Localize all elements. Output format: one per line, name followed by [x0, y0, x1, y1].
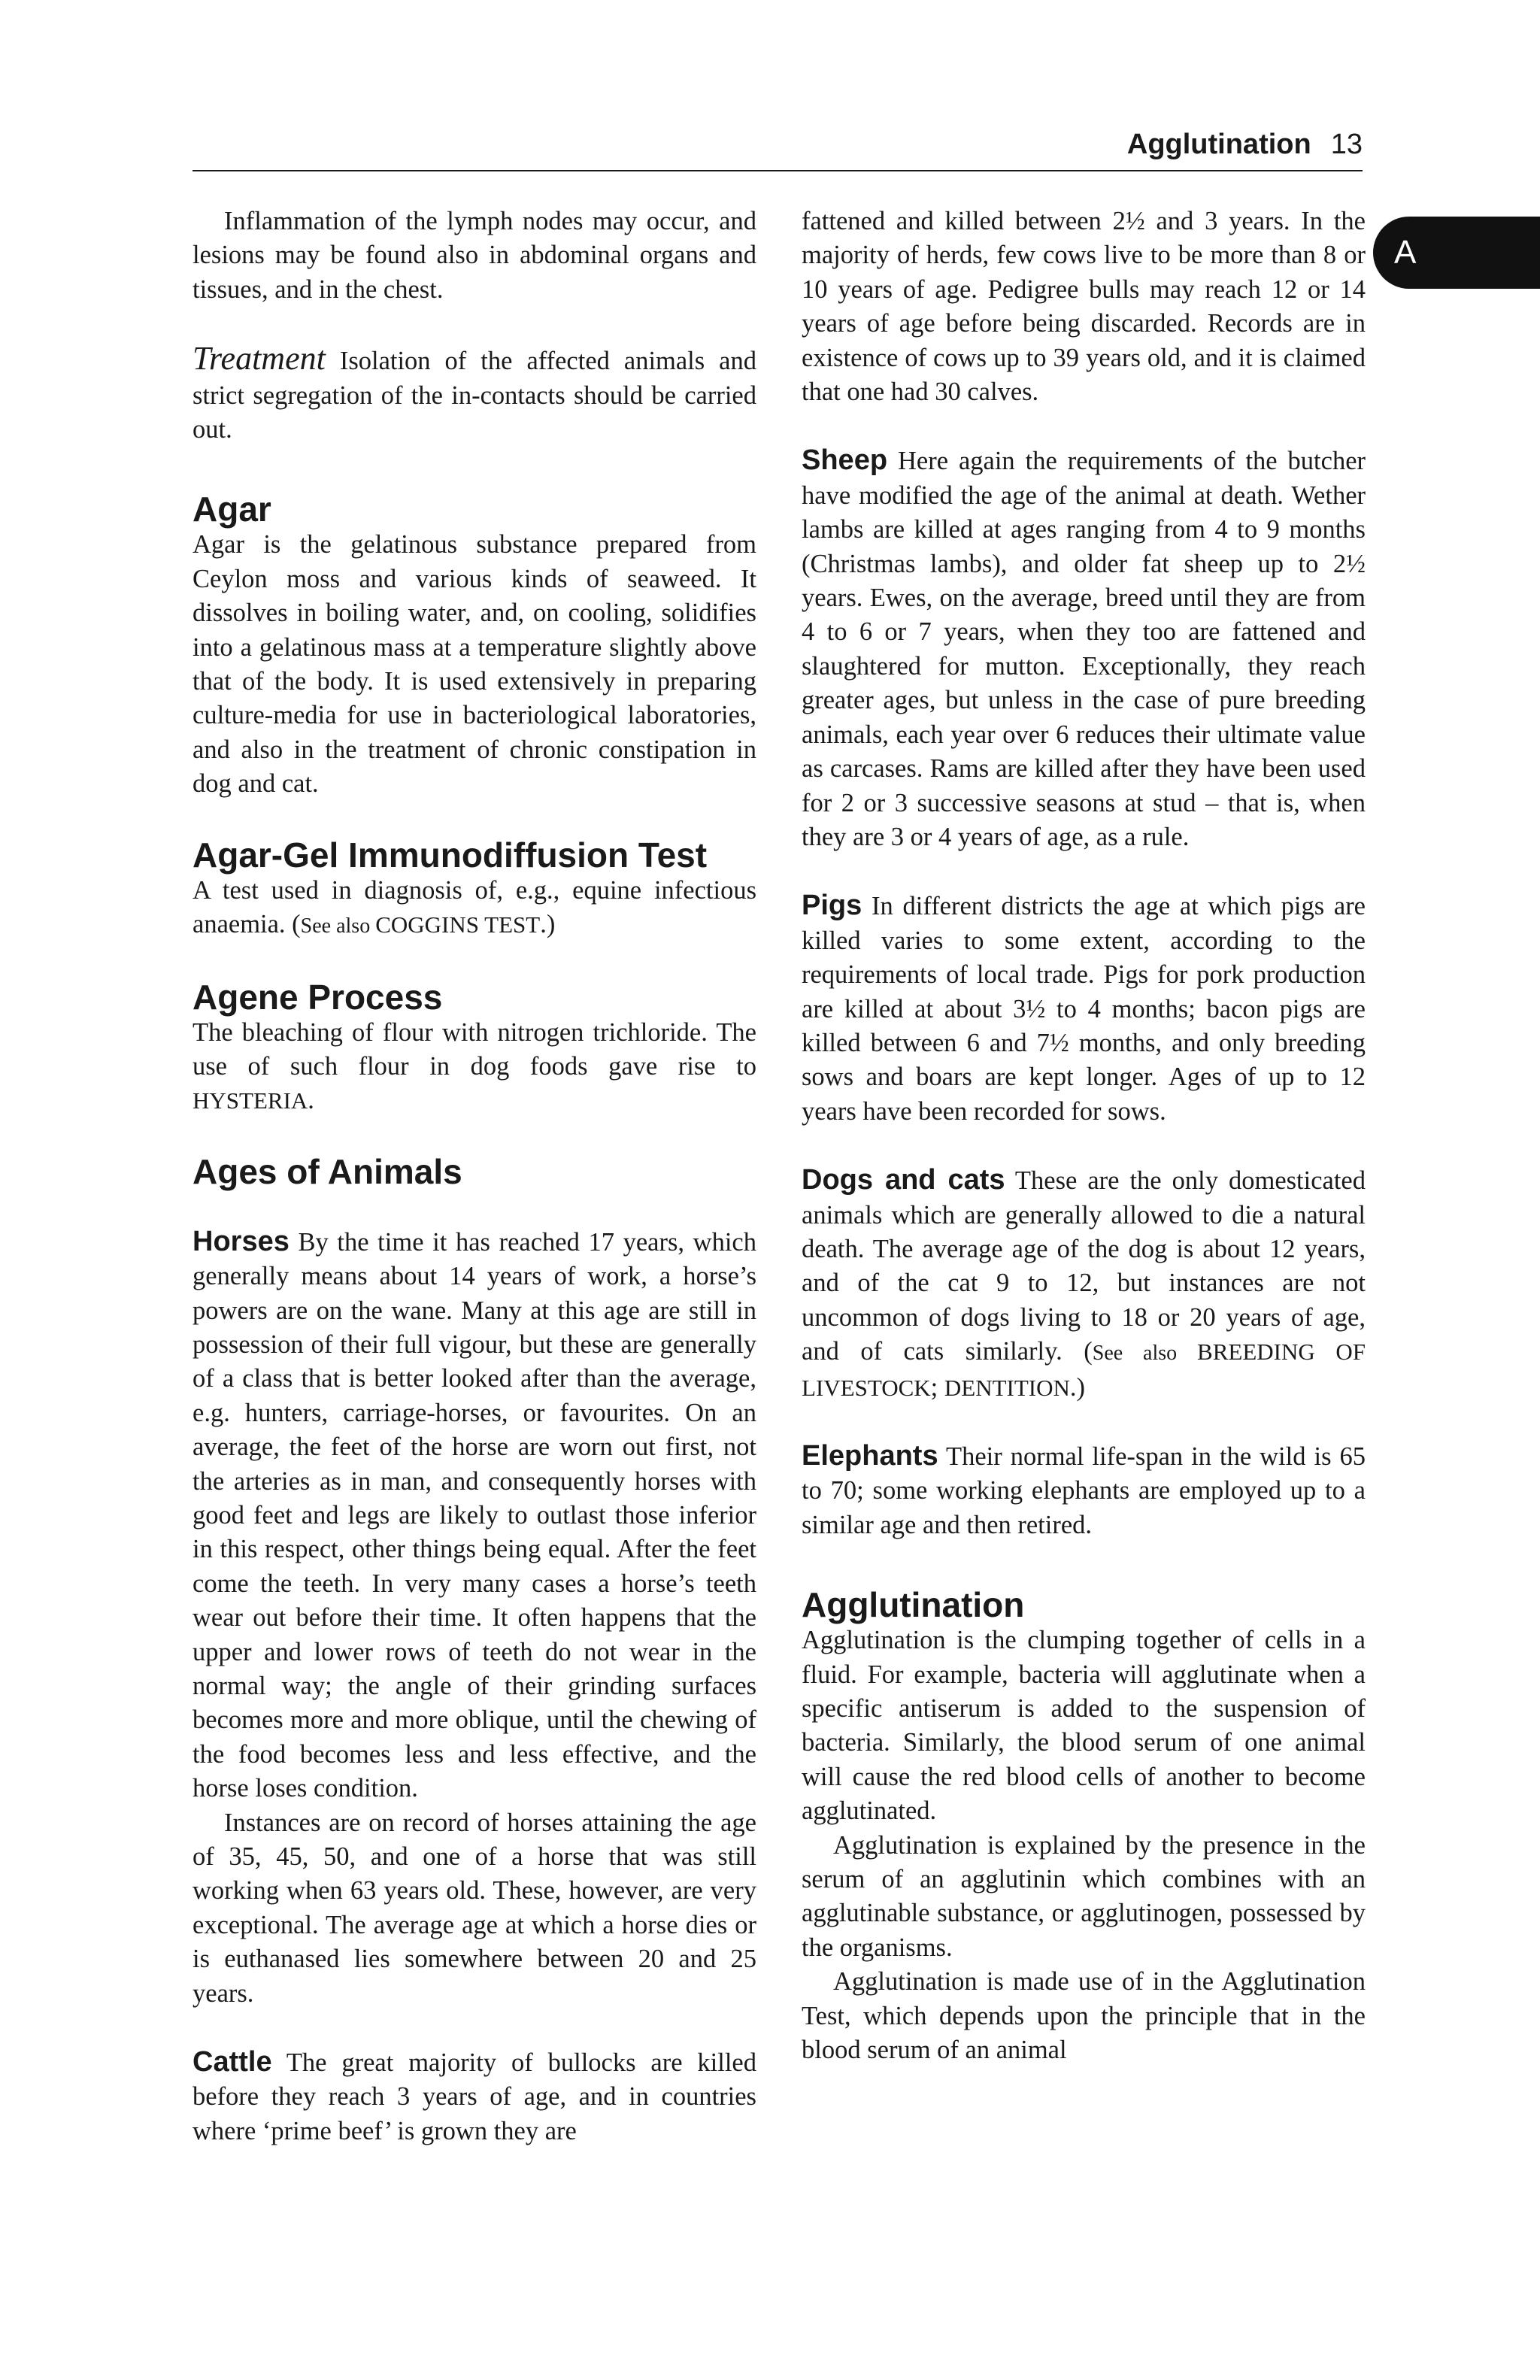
paragraph-treatment	[192, 341, 756, 447]
header-rule	[192, 170, 1363, 171]
paragraph-agglutination-3: Agglutination is made use of in the Agglutination Test, which depends upon the principle that in the blood serum of an animal	[802, 1967, 1366, 2065]
paragraph-agar: Agar is the gelatinous substance prepared from Ceylon moss and various kinds of seaweed. It dissolves in boiling water, and, on cooling, solidifies into a gelatinous mass at a temperature slightly above that of the body. It is used extensively in preparing culture-media for use in bacteriological laboratories, and also in the treatment of chronic constipation in dog and cat.	[192, 530, 756, 799]
paragraph-agar-gel	[192, 874, 756, 944]
paragraph-elephants	[802, 1439, 1366, 1542]
sheep-text: Here again the requirements of the butcher have modified the age of the animal at death. Wether lambs are killed at ages ranging from 4 to 9 months (Christmas lambs), and older fat sheep up to 2½ years. Ewes, on the average, breed until they are from 4 to 6 or 7 years, when they too are fattened and slaughtered for mutton. Exceptionally, they reach greater ages, but unless in the case of pure breeding animals, each year over 6 reduces their ultimate value as carcases. Rams are killed after they have been used for 2 or 3 successive seasons at stud – that is, when they are 3 or 4 years of age, as a rule.	[802, 447, 1366, 851]
paragraph-dogs-and-cats	[802, 1163, 1366, 1405]
heading-agar-gel: Agar-Gel Immunodiffusion Test	[192, 835, 708, 875]
paragraph-cattle	[192, 2045, 756, 2148]
dogs-see-also-label: See also	[1092, 1342, 1198, 1366]
cattle-text: The great majority of bullocks are killed before they reach 3 years of age, and in countries where ‘prime beef’ is grown they are	[192, 2048, 756, 2145]
page-number: 13	[1330, 129, 1363, 160]
pigs-label: Pigs	[802, 890, 862, 922]
running-head	[192, 128, 1363, 161]
cattle-label: Cattle	[192, 2046, 272, 2078]
paragraph-agglutination-2: Agglutination is explained by the presence in the serum of an agglutinin which combines with an agglutinable substance, or agglutinogen, possessed by the organisms.	[802, 1830, 1366, 1962]
paragraph-inflammation: Inflammation of the lymph nodes may occur, and lesions may be found also in abdominal organs and tissues, and in the chest.	[192, 207, 756, 304]
running-head-title: Agglutination	[1126, 129, 1311, 160]
horses-text: By the time it has reached 17 years, which generally means about 14 years of work, a horse’s powers are on the wane. Many at this age are still in possession of their full vigour, but these are generally of a class that is better looked after than the average, e.g. hunters, carriage-horses, or favourites. On an average, the feet of the horse are worn out first, not the arteries as in man, and consequently horses with good feet and legs are likely to outlast those inferior in this respect, other things being equal. After the feet come the teeth. In very many cases a horse’s teeth wear out before their time. It often happens that the upper and lower rows of teeth do not wear in the normal way; the angle of their grinding surfaces becomes more and more oblique, until the chewing of the food becomes less and less effective, and the horse loses condition.	[192, 1227, 756, 1803]
dogs-label: Dogs and cats	[802, 1164, 1005, 1196]
treatment-text: Isolation of the affected animals and strict segregation of the in-contacts should be carried out.	[192, 347, 756, 444]
heading-agene: Agene Process	[192, 977, 443, 1017]
cross-reference-coggins: COGGINS TEST	[375, 911, 541, 938]
heading-agar: Agar	[192, 490, 271, 529]
cross-reference-hysteria: HYSTERIA	[192, 1087, 308, 1114]
pigs-text: In different districts the age at which pigs are killed varies to some extent, according to the requirements of local trade. Pigs for pork production are killed at about 3½ to 4 months; bacon pigs are killed between 6 and 7½ months, and only breeding sows and boars are kept longer. Ages of up to 12 years have been recorded for sows.	[802, 892, 1366, 1126]
heading-ages-of-animals: Ages of Animals	[192, 1151, 462, 1191]
dogs-see-close: .)	[1069, 1372, 1086, 1402]
agene-text: The bleaching of flour with nitrogen trichloride. The use of such flour in dog foods gave rise to	[192, 1017, 756, 1081]
paragraph-agene	[192, 1016, 756, 1118]
cross-reference-breeding: BREEDING OF LIVESTOCK	[802, 1339, 1366, 1401]
dogs-see-open: (	[1084, 1337, 1093, 1366]
paragraph-cattle-continued: fattened and killed between 2½ and 3 years. In the majority of herds, few cows live to be more than 8 or 10 years of age. Pedigree bulls may reach 12 or 14 years of age before being discarded. Records are in existence of cows up to 39 years old, and it is claimed that one had 30 calves.	[802, 207, 1366, 407]
paragraph-horses	[192, 1225, 756, 1806]
see-also-label: See also	[300, 914, 376, 938]
paragraph-pigs	[802, 889, 1366, 1129]
horses-label: Horses	[192, 1225, 290, 1257]
cross-reference-dentition: DENTITION	[944, 1374, 1070, 1401]
paragraph-horses-2: Instances are on record of horses attaining the age of 35, 45, 50, and one of a horse that was still working when 63 years old. These, however, are very exceptional. The average age at which a horse dies or is euthanased lies somewhere between 20 and 25 years.	[192, 1808, 756, 2008]
left-column	[192, 205, 756, 2148]
paragraph-sheep	[802, 444, 1366, 854]
paragraph-agglutination-1: Agglutination is the clumping together of cells in a fluid. For example, bacteria will agglutinate when a specific antiserum is added to the suspension of bacteria. Similarly, the blood serum of one animal will cause the red blood cells of another to become agglutinated.	[802, 1626, 1366, 1826]
elephants-label: Elephants	[802, 1440, 938, 1472]
agene-end: .	[308, 1086, 314, 1115]
heading-agglutination: Agglutination	[802, 1585, 1025, 1625]
right-column	[802, 205, 1366, 2068]
sheep-label: Sheep	[802, 444, 888, 477]
see-also-close: .)	[540, 910, 556, 939]
see-also-open: (	[292, 910, 301, 939]
agar-gel-text: A test used in diagnosis of, e.g., equine infectious anaemia.	[192, 875, 756, 939]
dogs-see-sep: ;	[930, 1372, 944, 1402]
section-thumb-tab: A	[1373, 217, 1540, 289]
treatment-label: Treatment	[192, 340, 326, 377]
elephants-text: Their normal life-span in the wild is 65 to 70; some working elephants are employed up to a similar age and then retired.	[802, 1442, 1366, 1539]
dogs-text: These are the only domesticated animals which are generally allowed to die a natural death. The average age of the dog is about 12 years, and of the cat 9 to 12, but instances are not uncommon of dogs living to 18 or 20 years of age, and of cats similarly.	[802, 1166, 1366, 1366]
